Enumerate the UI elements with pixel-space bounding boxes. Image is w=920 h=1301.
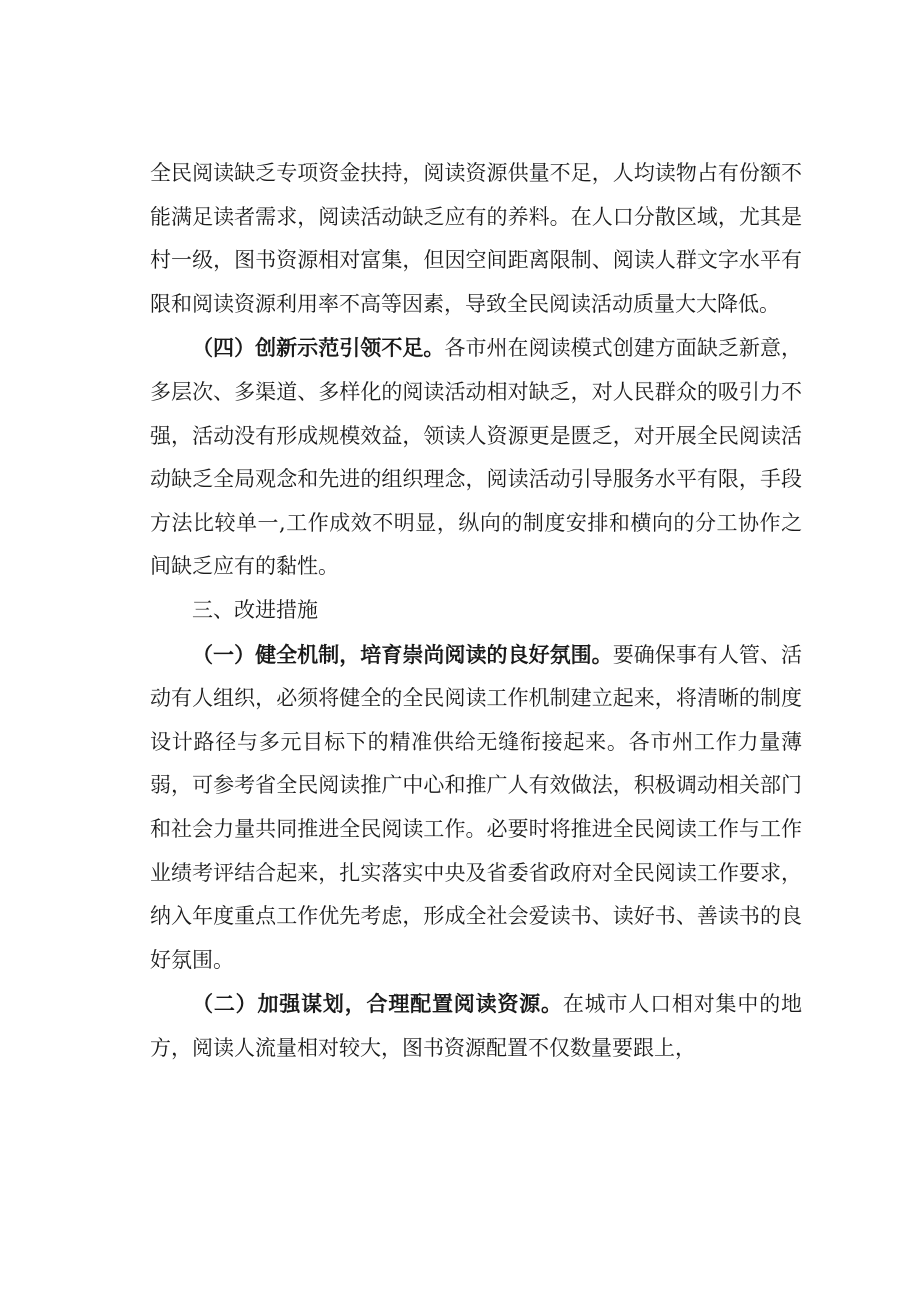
section-heading-improvements: 三、改进措施 bbox=[192, 597, 318, 622]
document-body bbox=[150, 152, 802, 1070]
paragraph-improve-mechanism bbox=[150, 633, 802, 983]
paragraph-strengthen-planning bbox=[150, 982, 802, 1070]
paragraph-resource-shortage: 全民阅读缺乏专项资金扶持，阅读资源供量不足，人均读物占有份额不能满足读者需求，阅读活动缺乏应有的养料。在人口分散区域，尤其是村一级，图书资源相对富集，但因空间距离限制、阅读人群文字水平有限和阅读资源利用率不高等因素，导致全民阅读活动质量大大降低。 bbox=[150, 161, 802, 316]
paragraph-body-2: 在城市人口相对集中的地方，阅读人流量相对较大，图书资源配置不仅数量要跟上， bbox=[150, 992, 803, 1060]
paragraph-lead-4: （四）创新示范引领不足。 bbox=[192, 335, 445, 361]
paragraph-lead-2: （二）加强谋划，合理配置阅读资源。 bbox=[192, 991, 563, 1017]
paragraph-body-1: 要确保事有人管、活动有人组织，必须将健全的全民阅读工作机制建立起来，将清晰的制度设计路径与多元目标下的精准供给无缝衔接起来。各市州工作力量薄弱，可参考省全民阅读推广中心和推广人有效做法，积极调动相关部门和社会力量共同推进全民阅读工作。必要时将推进全民阅读工作与工作业绩考评结合起来，扎实落实中央及省委省政府对全民阅读工作要求，纳入年度重点工作优先考虑，形成全社会爱读书、读好书、善读书的良好氛围。 bbox=[150, 642, 803, 972]
paragraph-innovation-lacking bbox=[150, 326, 802, 589]
paragraph-lead-1: （一）健全机制，培育崇尚阅读的良好氛围。 bbox=[192, 641, 613, 667]
paragraph-body-4: 各市州在阅读模式创建方面缺乏新意，多层次、多渠道、多样化的阅读活动相对缺乏，对人民群众的吸引力不强，活动没有形成规模效益，领读人资源更是匮乏，对开展全民阅读活动缺乏全局观念和先进的组织理念，阅读活动引导服务水平有限，手段方法比较单一,工作成效不明显，纵向的制度安排和横向的分工协作之间缺乏应有的黏性。 bbox=[150, 336, 803, 579]
